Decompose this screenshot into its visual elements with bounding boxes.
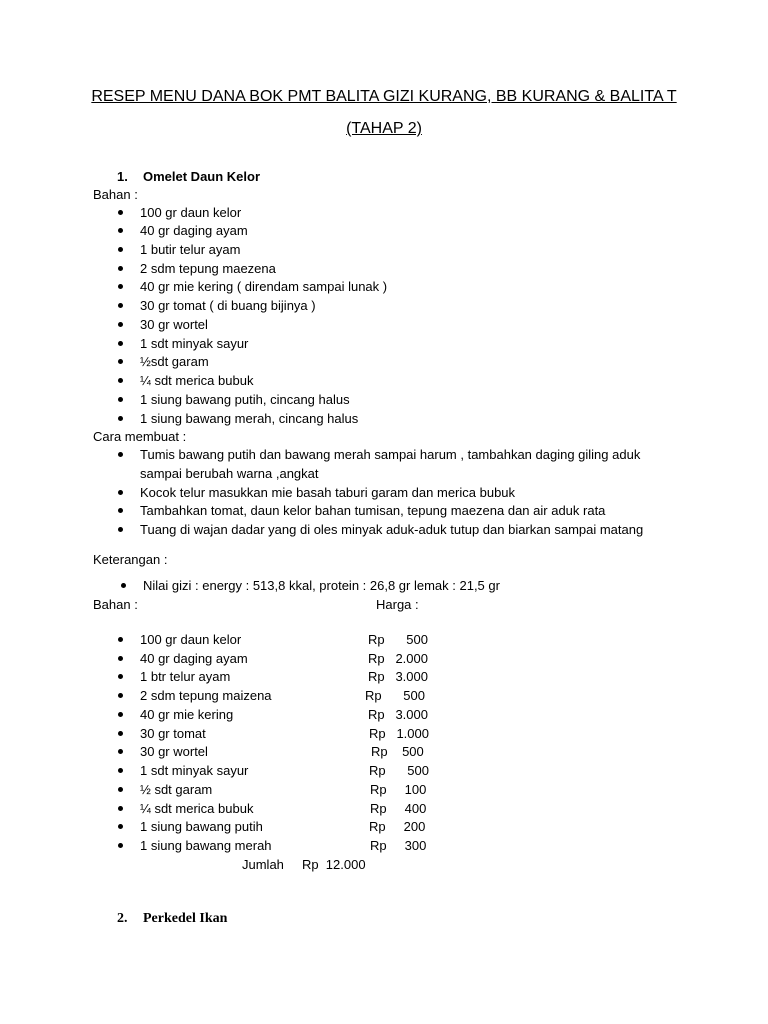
ingredient-item: 30 gr tomat ( di buang bijinya ) [140,298,316,313]
recipe-number: 2. [117,911,128,926]
cost-item: 1 siung bawang putih [140,819,263,834]
step-item: Tumis bawang putih dan bawang merah sampai harum , tambahkan daging giling aduk [140,447,641,462]
cost-item: 40 gr daging ayam [140,651,248,666]
ingredient-item: ¼ sdt merica bubuk [140,373,254,388]
bahan-cost-label: Bahan : [93,597,138,612]
cost-price: Rp 500 [368,632,428,647]
cost-item: 100 gr daun kelor [140,632,242,647]
cost-price: Rp 500 [369,763,429,778]
total-cost: Jumlah Rp 12.000 [242,857,366,872]
cost-price: Rp 1.000 [369,726,429,741]
cost-item: 1 btr telur ayam [140,669,231,684]
ingredient-item: 2 sdm tepung maezena [140,261,276,276]
cara-label: Cara membuat : [93,429,187,444]
cost-price: Rp 500 [371,744,424,759]
recipe-name: Perkedel Ikan [143,911,228,926]
ingredient-item: ½sdt garam [140,354,209,369]
ingredient-item: 40 gr mie kering ( direndam sampai lunak ) [140,279,388,294]
cost-price: Rp 300 [370,838,427,853]
step-item: Tuang di wajan dadar yang di oles minyak aduk-aduk tutup dan biarkan sampai matang [140,522,644,537]
cost-item: ½ sdt garam [140,782,213,797]
step-item: Kocok telur masukkan mie basah taburi garam dan merica bubuk [140,485,516,500]
cost-item: ¼ sdt merica bubuk [140,801,254,816]
harga-label: Harga : [376,597,419,612]
cost-price: Rp 100 [370,782,427,797]
ingredient-item: 30 gr wortel [140,317,208,332]
ingredient-item: 1 sdt minyak sayur [140,336,249,351]
ingredient-item: 1 siung bawang putih, cincang halus [140,392,350,407]
cost-price: Rp 400 [370,801,427,816]
document-title: RESEP MENU DANA BOK PMT BALITA GIZI KURANG, BB KURANG & BALITA T [91,88,677,105]
recipe-name: Omelet Daun Kelor [143,169,261,184]
recipe-number: 1. [117,169,128,184]
bahan-label: Bahan : [93,187,138,202]
cost-price: Rp 500 [365,688,425,703]
cost-item: 1 siung bawang merah [140,838,272,853]
step-item-continuation: sampai berubah warna ,angkat [140,466,319,481]
ingredient-item: 40 gr daging ayam [140,223,248,238]
cost-price: Rp 2.000 [368,651,428,666]
ingredient-item: 1 butir telur ayam [140,242,241,257]
cost-item: 1 sdt minyak sayur [140,763,249,778]
cost-price: Rp 3.000 [368,669,428,684]
step-item: Tambahkan tomat, daun kelor bahan tumisan, tepung maezena dan air aduk rata [140,503,606,518]
nutrition-info: Nilai gizi : energy : 513,8 kkal, protein : 26,8 gr lemak : 21,5 gr [143,578,500,593]
cost-price: Rp 3.000 [368,707,428,722]
ingredient-item: 1 siung bawang merah, cincang halus [140,411,359,426]
cost-item: 30 gr tomat [140,726,206,741]
cost-item: 2 sdm tepung maizena [140,688,272,703]
cost-item: 30 gr wortel [140,744,208,759]
keterangan-label: Keterangan : [93,552,168,567]
document-subtitle: (TAHAP 2) [346,120,422,137]
ingredient-item: 100 gr daun kelor [140,205,242,220]
cost-price: Rp 200 [369,819,426,834]
cost-item: 40 gr mie kering [140,707,234,722]
